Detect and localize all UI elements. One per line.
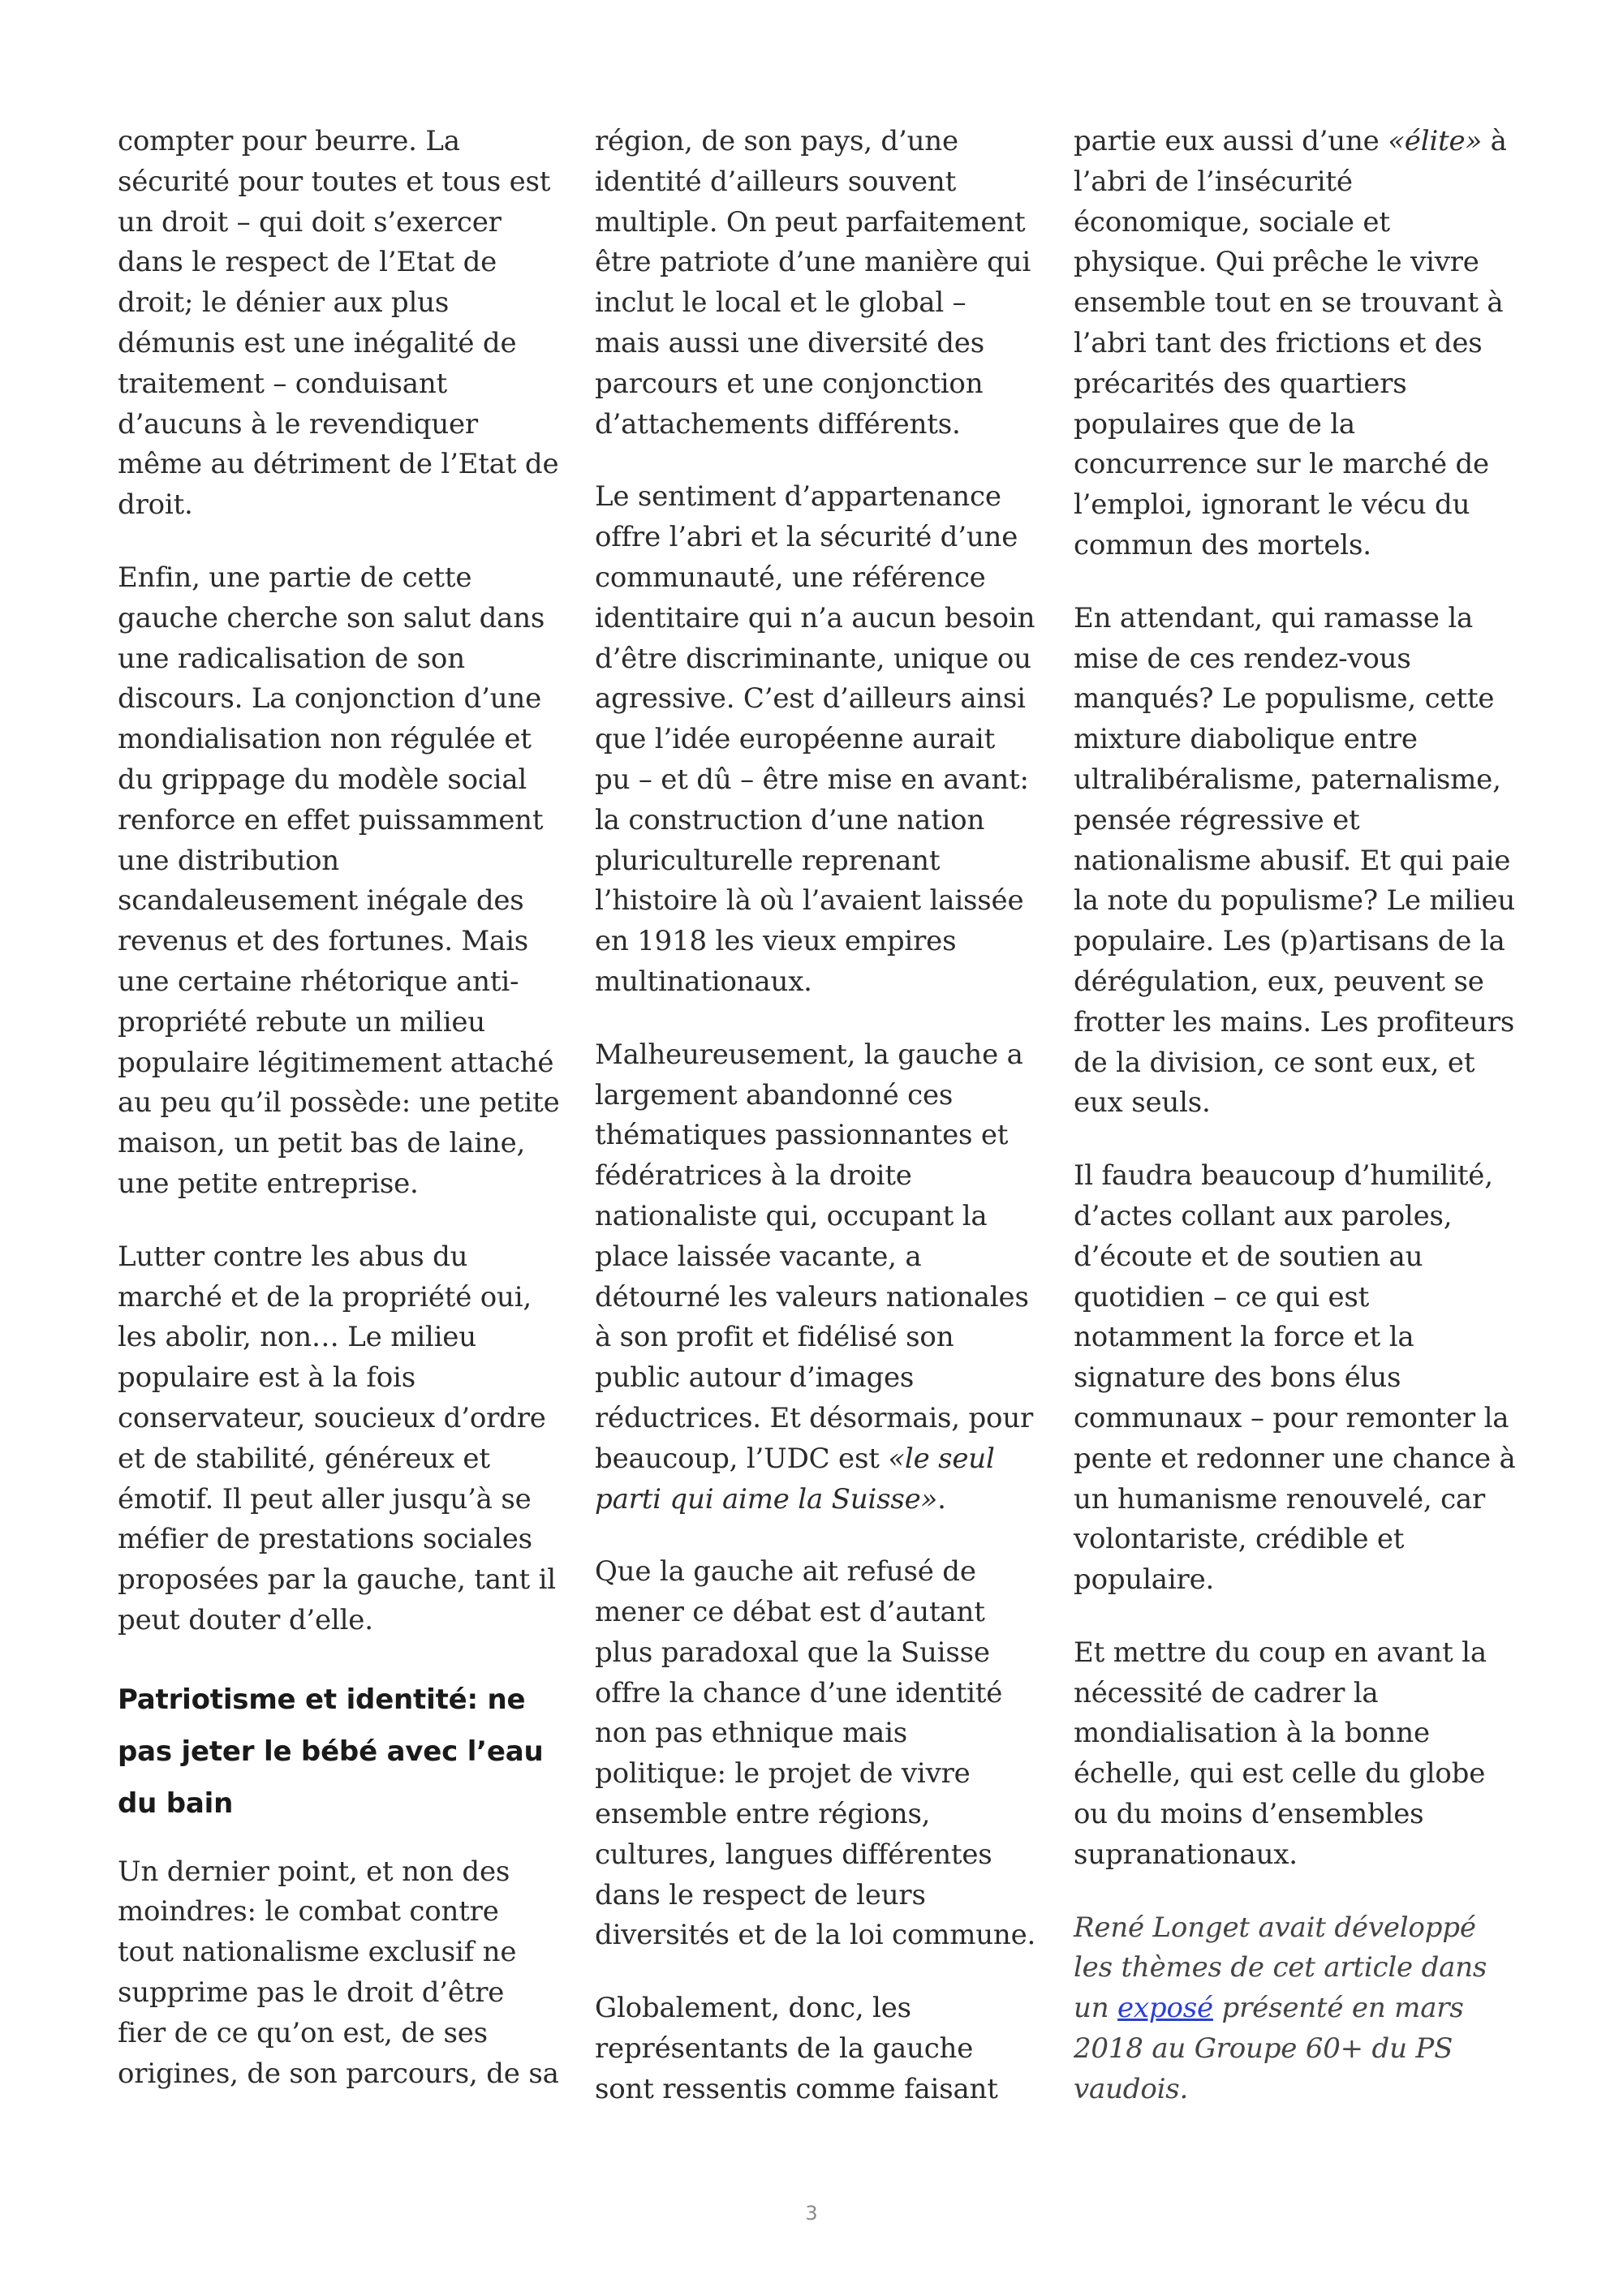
- column-2: [595, 122, 1049, 2143]
- paragraph-text: partie eux aussi d’une: [1074, 125, 1388, 157]
- paragraph: Le sentiment d’appartenance offre l’abri et la sécurité d’une communauté, une référence identitaire qui n’a aucun besoin d’être discriminante, unique ou agressive. C’est d’ailleurs ainsi que l’idée européenne aurait pu – et dû – être mise en avant: la construction d’une nation pluriculturelle reprenant l’histoire là où l’avaient laissée en 1918 les vieux empires multinationaux.: [595, 480, 1035, 998]
- column-3: [1074, 122, 1528, 2143]
- paragraph-text: Malheureusement, la gauche a largement abandonné ces thématiques passionnantes et fédératrices à la droite nationaliste qui, occupant la place laissée vacante, a détourné les valeurs nationales à son profit et fidélisé son public autour d’images réductrices. Et désormais, pour beaucoup, l’UDC est: [595, 1038, 1034, 1475]
- column-1: [118, 122, 572, 2126]
- paragraph: région, de son pays, d’une identité d’ailleurs souvent multiple. On peut parfaitement être patriote d’une manière qui inclut le local et le global – mais aussi une diversité des parcours et une conjonction d’attachements différents.: [595, 125, 1031, 441]
- paragraph: Un dernier point, et non des moindres: le combat contre tout nationalisme exclusif ne supprime pas le droit d’être fier de ce qu’on est, de ses origines, de son parcours, de sa: [118, 1855, 559, 2090]
- paragraph: Et mettre du coup en avant la nécessité de cadrer la mondialisation à la bonne échelle, qui est celle du globe ou du moins d’ensembles supranationaux.: [1074, 1636, 1487, 1871]
- paragraph: Lutter contre les abus du marché et de la propriété oui, les abolir, non… Le milieu populaire est à la fois conservateur, soucieux d’ordre et de stabilité, généreux et émotif. Il peut aller jusqu’à se méfier de prestations sociales proposées par la gauche, tant il peut douter d’elle.: [118, 1240, 556, 1636]
- author-note: [1074, 1908, 1528, 2110]
- paragraph-text: .: [937, 1482, 946, 1516]
- paragraph: Que la gauche ait refusé de mener ce débat est d’autant plus paradoxal que la Suisse offre la chance d’une identité non pas ethnique mais politique: le projet de vivre ensemble entre régions, cultures, langues différentes dans le respect de leurs diversités et de la loi commune.: [595, 1555, 1036, 1952]
- quote: «élite»: [1388, 125, 1483, 157]
- author-note-text: présenté en mars 2018 au Groupe 60+ du PS vaudois.: [1074, 1992, 1464, 2105]
- expose-link[interactable]: exposé: [1117, 1992, 1213, 2025]
- section-heading: Patriotisme et identité: ne pas jeter le bébé avec l’eau du bain: [118, 1683, 544, 1820]
- page-number: 3: [805, 2202, 818, 2225]
- paragraph-text: à l’abri de l’insécurité économique, sociale et physique. Qui prêche le vivre ensemble tout en se trouvant à l’abri tant des frictions et des précarités des quartiers populaires que de la concurrence sur le marché de l’emploi, ignorant le vécu du commun des mortels.: [1074, 125, 1507, 561]
- author-note-text: René Longet avait développé les thèmes de cet article dans un: [1074, 1911, 1487, 2025]
- paragraph: [595, 1035, 1049, 1520]
- paragraph: compter pour beurre. La sécurité pour toutes et tous est un droit – qui doit s’exercer dans le respect de l’Etat de droit; le dénier aux plus démunis est une inégalité de traitement – conduisant d’aucuns à le revendiquer même au détriment de l’Etat de droit.: [118, 125, 559, 522]
- paragraph: Il faudra beaucoup d’humilité, d’actes collant aux paroles, d’écoute et de soutien au quotidien – ce qui est notamment la force et la signature des bons élus communaux – pour remonter la pente et redonner une chance à un humanisme renouvelé, car volontariste, crédible et populaire.: [1074, 1159, 1516, 1597]
- quote: «le seul parti qui aime la Suisse»: [595, 1442, 995, 1516]
- paragraph: Globalement, donc, les représentants de la gauche sont ressentis comme faisant: [595, 1992, 998, 2105]
- paragraph: [1074, 122, 1528, 566]
- paragraph: En attendant, qui ramasse la mise de ces rendez-vous manqués? Le populisme, cette mixture diabolique entre ultralibéralisme, paternalisme, pensée régressive et nationalisme abusif. Et qui paie la note du populisme? Le milieu populaire. Les (p)artisans de la dérégulation, eux, peuvent se frotter les mains. Les profiteurs de la division, ce sont eux, et eux seuls.: [1074, 601, 1516, 1120]
- paragraph: Enfin, une partie de cette gauche cherche son salut dans une radicalisation de son discours. La conjonction d’une mondialisation non régulée et du grippage du modèle social renforce en effet puissamment une distribution scandaleusement inégale des revenus et des fortunes. Mais une certaine rhétorique anti- propriété rebute un milieu populaire légitimement attaché au peu qu’il possède: une petite maison, un petit bas de laine, une petite entreprise.: [118, 561, 560, 1200]
